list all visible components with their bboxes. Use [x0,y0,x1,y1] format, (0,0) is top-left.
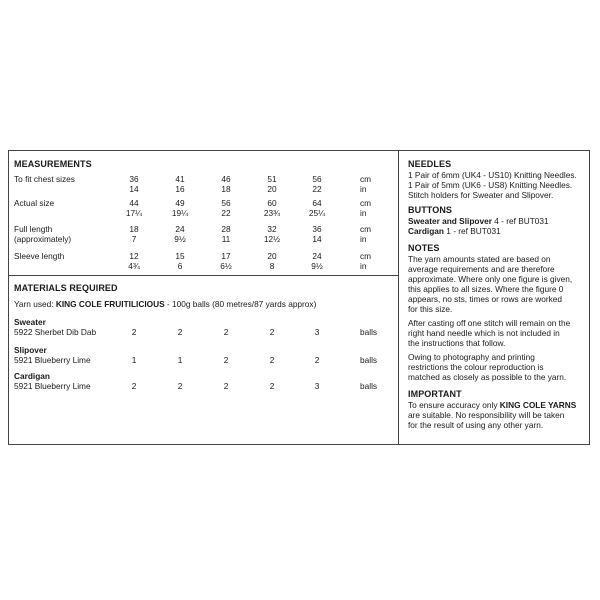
yarn-name: KING COLE FRUITILICIOUS [55,299,165,309]
yarn-colour: 5921 Blueberry Lime [14,355,91,365]
measurement-value: 9½ [311,261,323,271]
measurement-value: 32 [267,224,277,234]
ball-count: 1 [131,355,137,365]
ball-count: 2 [177,381,183,391]
measurement-value: 12 [129,251,139,261]
measurement-value: 15 [175,251,185,261]
notes-para [408,318,588,348]
section-divider [8,275,398,276]
measurement-value: 56 [312,174,322,184]
measurement-unit: cm [360,224,372,234]
ball-count: 2 [269,355,275,365]
notes-line: appears, no sts, times or rows are worked [408,294,563,304]
garment-title: Cardigan [14,371,50,381]
measurement-value: 23¾ [263,208,281,218]
important-heading: IMPORTANT [408,389,462,399]
ball-count: 1 [177,355,183,365]
ball-count: 2 [177,327,183,337]
measurement-value: 24 [312,251,322,261]
measurement-value: 6½ [220,261,232,271]
measurement-unit: in [360,208,367,218]
measurement-unit: in [360,234,367,244]
measurement-value: 6 [177,261,183,271]
measurement-value: 46 [221,174,231,184]
notes-heading: NOTES [408,243,440,253]
measurement-unit: cm [360,174,372,184]
notes-line: Owing to photography and printing [408,352,535,362]
measurement-value: 16 [175,184,185,194]
needles-list [408,170,588,200]
measurement-value: 51 [267,174,277,184]
measurement-value: 36 [129,174,139,184]
ball-unit: balls [360,355,378,365]
measurement-value: 44 [129,198,139,208]
measurement-value: 17 [221,251,231,261]
notes-line: After casting off one stitch will remain on the [408,318,571,328]
measurement-value: 49 [175,198,185,208]
measurement-label: (approximately) [14,234,72,244]
column-divider [398,150,399,445]
needles-line: 1 Pair of 6mm (UK4 - US10) Knitting Needles. [408,170,577,180]
measurement-value: 18 [221,184,231,194]
important-line [408,400,588,410]
important-line: for the result of using any other yarn. [408,420,544,430]
notes-line: matched as closely as possible to the yarn. [408,372,567,382]
notes-line: restrictions the colour reproduction is [408,362,544,372]
measurement-value: 64 [312,198,322,208]
ball-count: 2 [269,327,275,337]
ball-count: 2 [223,327,229,337]
ball-count: 3 [314,381,320,391]
measurement-value: 56 [221,198,231,208]
important-line: are suitable. No responsibility will be taken [408,410,565,420]
yarn-suffix: - 100g balls (80 metres/87 yards approx) [164,299,317,309]
measurement-value: 17¼ [125,208,143,218]
ball-unit: balls [360,327,378,337]
measurements-heading: MEASUREMENTS [14,159,92,169]
notes-line: this applies to all sizes. Where the figure 0 [408,284,564,294]
notes-line: approximate. Where only one figure is given, [408,274,573,284]
needles-heading: NEEDLES [408,159,452,169]
notes-line: for this size. [408,304,453,314]
ball-count: 2 [269,381,275,391]
measurement-value: 19¼ [171,208,189,218]
measurement-label: Sleeve length [14,251,65,261]
measurement-value: 11 [221,234,231,244]
measurement-unit: cm [360,198,372,208]
yarn-prefix: Yarn used: [14,299,56,309]
yarn-used-line [14,299,316,309]
buttons-line [408,216,588,226]
buttons-list [408,216,588,236]
measurement-value: 22 [312,184,322,194]
measurement-value: 7 [131,234,137,244]
ball-count: 2 [131,327,137,337]
measurement-value: 9½ [174,234,186,244]
notes-para [408,352,588,382]
ball-unit: balls [360,381,378,391]
measurement-value: 60 [267,198,277,208]
important-prefix: To ensure accuracy only [408,400,500,410]
measurement-value: 24 [175,224,185,234]
notes-line: right hand needle which is not included in [408,328,560,338]
needles-line: 1 Pair of 5mm (UK6 - US8) Knitting Needles. [408,180,573,190]
measurement-value: 22 [221,208,231,218]
important-brand: KING COLE YARNS [499,400,577,410]
measurement-label: Actual size [14,198,55,208]
yarn-colour: 5921 Blueberry Lime [14,381,91,391]
measurement-unit: in [360,261,367,271]
measurement-value: 20 [267,184,277,194]
buttons-line-rest: 4 - ref BUT031 [491,216,549,226]
materials-heading: MATERIALS REQUIRED [14,283,118,293]
garment-title: Slipover [14,345,47,355]
measurement-value: 14 [312,234,322,244]
ball-count: 3 [314,327,320,337]
notes-line: average requirements and are therefore [408,264,555,274]
ball-count: 2 [223,355,229,365]
buttons-heading: BUTTONS [408,205,453,215]
measurement-label: To fit chest sizes [14,174,75,184]
buttons-line-rest: 1 - ref BUT031 [443,226,501,236]
measurement-value: 41 [175,174,185,184]
measurement-unit: in [360,184,367,194]
measurement-value: 36 [312,224,322,234]
notes-line: the instructions that follow. [408,338,506,348]
measurement-value: 25¼ [308,208,326,218]
ball-count: 2 [314,355,320,365]
ball-count: 2 [131,381,137,391]
measurement-value: 4¾ [128,261,140,271]
notes-line: The yarn amounts stated are based on [408,254,551,264]
measurement-value: 14 [129,184,139,194]
yarn-colour: 5922 Sherbet Dib Dab [14,327,97,337]
measurement-unit: cm [360,251,372,261]
measurement-value: 8 [269,261,275,271]
needles-line: Stitch holders for Sweater and Slipover. [408,190,554,200]
garment-title: Sweater [14,317,46,327]
buttons-line [408,226,588,236]
ball-count: 2 [223,381,229,391]
buttons-line-bold: Cardigan [408,226,444,236]
measurement-value: 28 [221,224,231,234]
important-para [408,400,588,430]
measurement-value: 20 [267,251,277,261]
measurement-label: Full length [14,224,53,234]
measurement-value: 18 [129,224,139,234]
buttons-line-bold: Sweater and Slipover [408,216,492,226]
notes-para [408,254,588,314]
measurement-value: 12½ [263,234,281,244]
